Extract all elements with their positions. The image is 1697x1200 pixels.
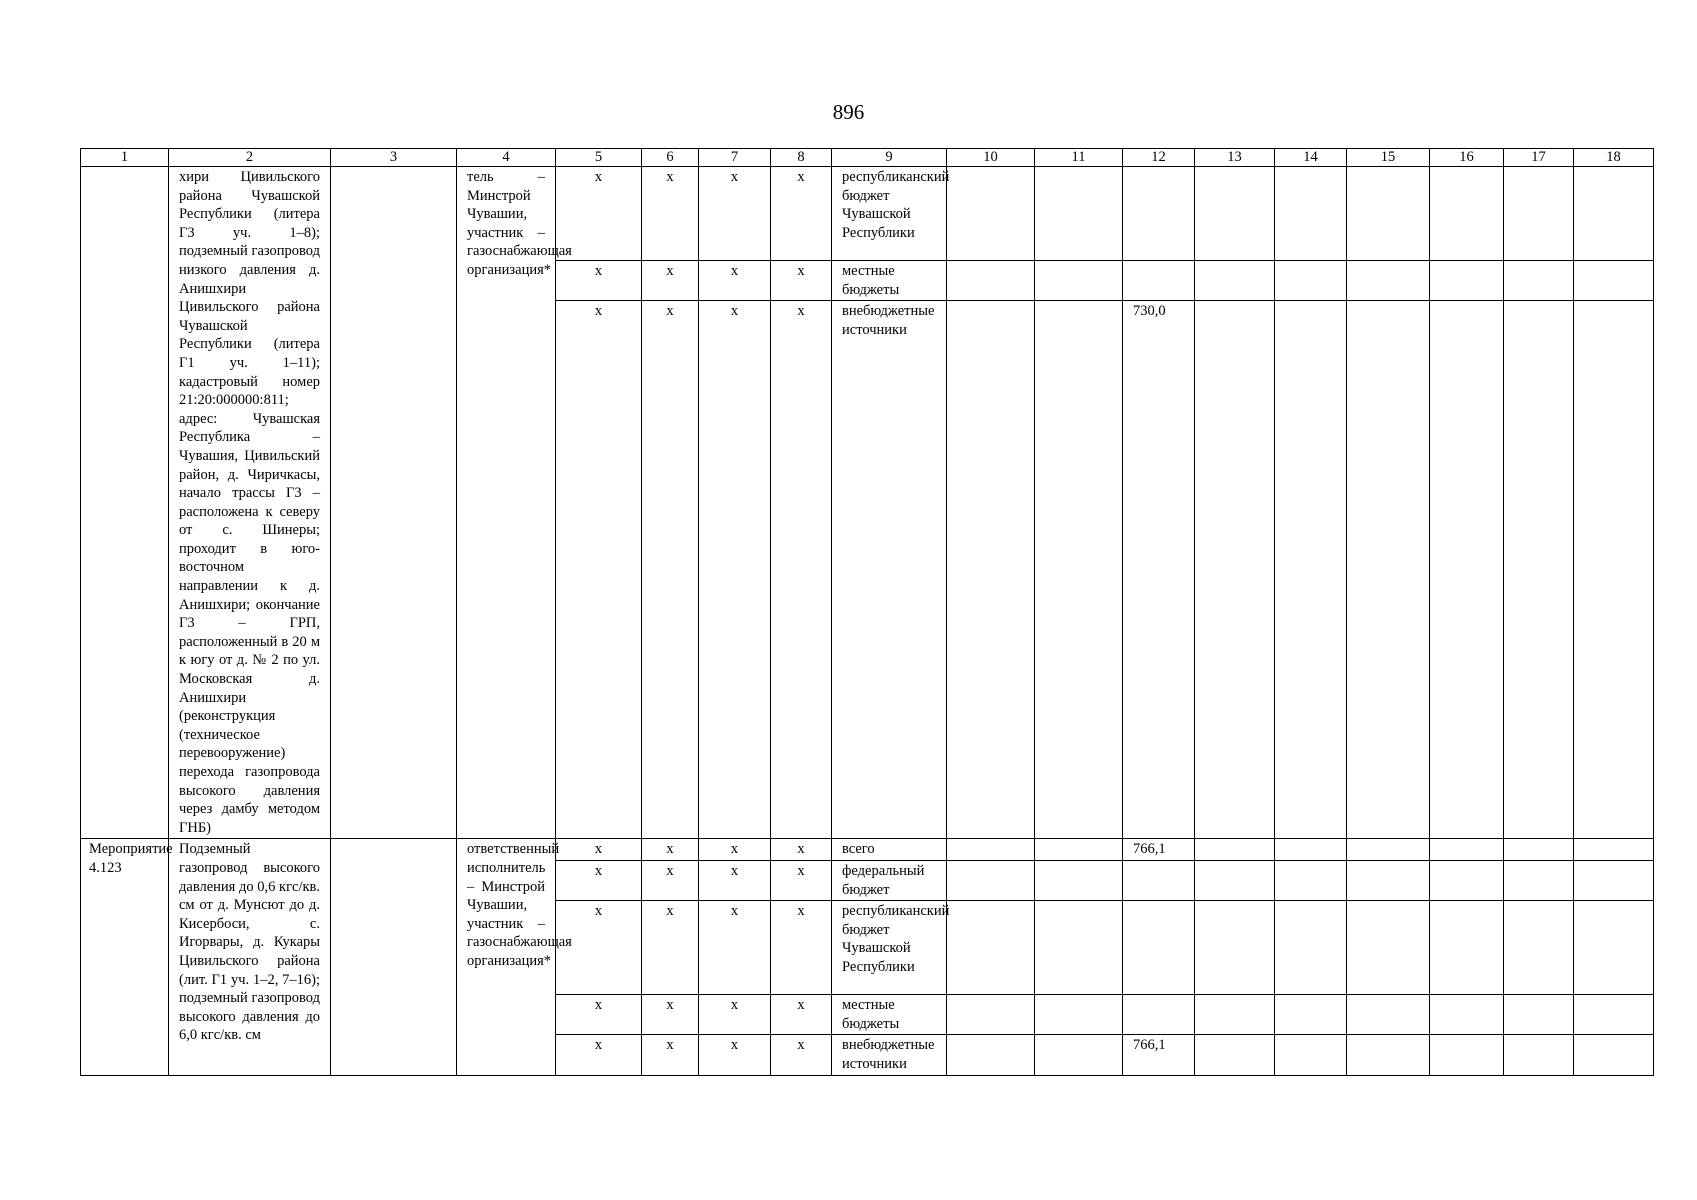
value-cell — [1275, 1035, 1347, 1075]
mark-cell: х — [699, 167, 771, 261]
column-header: 11 — [1035, 149, 1123, 167]
column-header: 10 — [947, 149, 1035, 167]
funding-source: внебюджетные источники — [832, 1035, 947, 1075]
value-cell — [1574, 839, 1654, 861]
mark-cell: х — [771, 839, 832, 861]
value-cell — [947, 301, 1035, 839]
column-header: 9 — [832, 149, 947, 167]
value-cell — [1035, 901, 1123, 995]
value-cell — [1035, 1035, 1123, 1075]
mark-cell: х — [642, 839, 699, 861]
value-cell — [947, 1035, 1035, 1075]
value-cell — [1574, 301, 1654, 839]
value-cell — [1504, 167, 1574, 261]
value-cell — [1275, 860, 1347, 900]
column-header: 1 — [81, 149, 169, 167]
mark-cell: х — [556, 995, 642, 1035]
empty-cell — [331, 167, 457, 839]
value-cell — [1035, 167, 1123, 261]
value-cell — [1123, 901, 1195, 995]
mark-cell: х — [556, 167, 642, 261]
value-cell — [1430, 261, 1504, 301]
mark-cell: х — [556, 301, 642, 839]
value-cell — [1574, 901, 1654, 995]
value-cell — [1035, 839, 1123, 861]
mark-cell: х — [642, 301, 699, 839]
column-header: 14 — [1275, 149, 1347, 167]
value-cell — [1430, 901, 1504, 995]
column-header: 13 — [1195, 149, 1275, 167]
value-cell — [1504, 1035, 1574, 1075]
value-cell — [1195, 995, 1275, 1035]
funding-source: республиканский бюджет Чувашской Республики — [832, 901, 947, 995]
value-cell — [1275, 995, 1347, 1035]
column-header: 15 — [1347, 149, 1430, 167]
column-header-row — [81, 149, 1654, 167]
value-cell — [1347, 995, 1430, 1035]
mark-cell: х — [699, 301, 771, 839]
responsible-executor: ответственный исполнитель – Минстрой Чувашии, участник – газоснабжающая организация* — [457, 839, 556, 1075]
table-row — [81, 839, 1654, 861]
value-cell — [1123, 167, 1195, 261]
funding-source: всего — [832, 839, 947, 861]
object-description: хири Цивильского района Чувашской Республики (литера Г3 уч. 1–8); подземный газопровод низкого давления д. Анишхири Цивильского района Чувашской Республики (литера Г1 уч. 1–11); кадастровый номер 21:20:000000:811; адрес: Чувашская Республика – Чувашия, Цивильский район, д. Чиричкасы, начало трассы Г3 – расположена к северу от с. Шинеры; проходит в юго-восточном направлении к д. Анишхири; окончание Г3 – ГРП, расположенный в 20 м к югу от д. № 2 по ул. Московская д. Анишхири (реконструкция (техническое перевооружение) перехода газопровода высокого давления через дамбу методом ГНБ) — [169, 167, 331, 839]
value-cell — [1574, 995, 1654, 1035]
responsible-executor: тель – Минстрой Чувашии, участник – газоснабжающая организация* — [457, 167, 556, 839]
value-cell — [1574, 261, 1654, 301]
column-header: 16 — [1430, 149, 1504, 167]
empty-cell — [331, 839, 457, 1075]
mark-cell: х — [699, 995, 771, 1035]
column-header: 6 — [642, 149, 699, 167]
mark-cell: х — [642, 901, 699, 995]
column-header: 7 — [699, 149, 771, 167]
mark-cell: х — [771, 261, 832, 301]
value-cell — [1035, 995, 1123, 1035]
value-cell — [1574, 167, 1654, 261]
value-cell — [947, 839, 1035, 861]
value-cell — [1430, 995, 1504, 1035]
column-header: 5 — [556, 149, 642, 167]
mark-cell: х — [642, 1035, 699, 1075]
mark-cell: х — [556, 860, 642, 900]
program-table — [80, 148, 1654, 1076]
column-header: 18 — [1574, 149, 1654, 167]
mark-cell: х — [556, 261, 642, 301]
value-cell — [1430, 301, 1504, 839]
table-row — [81, 167, 1654, 261]
value-cell — [1275, 839, 1347, 861]
funding-source: местные бюджеты — [832, 261, 947, 301]
value-cell — [1430, 860, 1504, 900]
value-cell: 730,0 — [1123, 301, 1195, 839]
mark-cell: х — [699, 261, 771, 301]
value-cell — [1123, 860, 1195, 900]
value-cell — [1574, 1035, 1654, 1075]
value-cell — [1195, 901, 1275, 995]
value-cell — [1430, 1035, 1504, 1075]
value-cell — [1504, 860, 1574, 900]
value-cell — [1347, 860, 1430, 900]
value-cell — [1347, 167, 1430, 261]
value-cell — [1195, 301, 1275, 839]
column-header: 2 — [169, 149, 331, 167]
value-cell — [1195, 1035, 1275, 1075]
funding-source: местные бюджеты — [832, 995, 947, 1035]
value-cell — [1035, 301, 1123, 839]
value-cell — [1195, 860, 1275, 900]
mark-cell: х — [556, 839, 642, 861]
mark-cell: х — [699, 901, 771, 995]
value-cell — [1504, 301, 1574, 839]
column-header: 8 — [771, 149, 832, 167]
funding-source: внебюджетные источники — [832, 301, 947, 839]
value-cell — [947, 261, 1035, 301]
value-cell — [1123, 995, 1195, 1035]
mark-cell: х — [699, 860, 771, 900]
column-header: 3 — [331, 149, 457, 167]
measure-id-cell — [81, 167, 169, 839]
column-header: 17 — [1504, 149, 1574, 167]
value-cell — [1275, 901, 1347, 995]
column-header: 4 — [457, 149, 556, 167]
value-cell — [1195, 167, 1275, 261]
mark-cell: х — [642, 167, 699, 261]
value-cell — [1504, 995, 1574, 1035]
value-cell — [1275, 167, 1347, 261]
value-cell: 766,1 — [1123, 1035, 1195, 1075]
value-cell — [1035, 261, 1123, 301]
value-cell — [1430, 839, 1504, 861]
value-cell — [1347, 1035, 1430, 1075]
mark-cell: х — [699, 1035, 771, 1075]
value-cell — [1430, 167, 1504, 261]
value-cell — [1347, 901, 1430, 995]
value-cell — [1504, 261, 1574, 301]
value-cell — [1347, 839, 1430, 861]
mark-cell: х — [771, 301, 832, 839]
mark-cell: х — [771, 167, 832, 261]
value-cell — [947, 995, 1035, 1035]
mark-cell: х — [771, 860, 832, 900]
mark-cell: х — [771, 1035, 832, 1075]
mark-cell: х — [771, 901, 832, 995]
value-cell — [1347, 261, 1430, 301]
value-cell — [1275, 261, 1347, 301]
page-number: 896 — [832, 100, 865, 124]
value-cell — [947, 901, 1035, 995]
value-cell — [1195, 839, 1275, 861]
value-cell — [1195, 261, 1275, 301]
value-cell — [947, 860, 1035, 900]
mark-cell: х — [699, 839, 771, 861]
value-cell — [1347, 301, 1430, 839]
mark-cell: х — [556, 901, 642, 995]
funding-source: федеральный бюджет — [832, 860, 947, 900]
value-cell — [1123, 261, 1195, 301]
object-description: Подземный газопровод высокого давления до 0,6 кгс/кв. см от д. Мунсют до д. Кисербоси, с. Игорвары, д. Кукары Цивильского района (лит. Г1 уч. 1–2, 7–16); подземный газопровод высокого давления до 6,0 кгс/кв. см — [169, 839, 331, 1075]
value-cell — [1275, 301, 1347, 839]
value-cell — [1504, 839, 1574, 861]
mark-cell: х — [642, 261, 699, 301]
funding-source: республиканский бюджет Чувашской Республики — [832, 167, 947, 261]
value-cell — [1035, 860, 1123, 900]
mark-cell: х — [771, 995, 832, 1035]
mark-cell: х — [642, 995, 699, 1035]
mark-cell: х — [556, 1035, 642, 1075]
column-header: 12 — [1123, 149, 1195, 167]
mark-cell: х — [642, 860, 699, 900]
value-cell — [1504, 901, 1574, 995]
value-cell — [947, 167, 1035, 261]
value-cell — [1574, 860, 1654, 900]
measure-id-cell: Мероприятие 4.123 — [81, 839, 169, 1075]
value-cell: 766,1 — [1123, 839, 1195, 861]
